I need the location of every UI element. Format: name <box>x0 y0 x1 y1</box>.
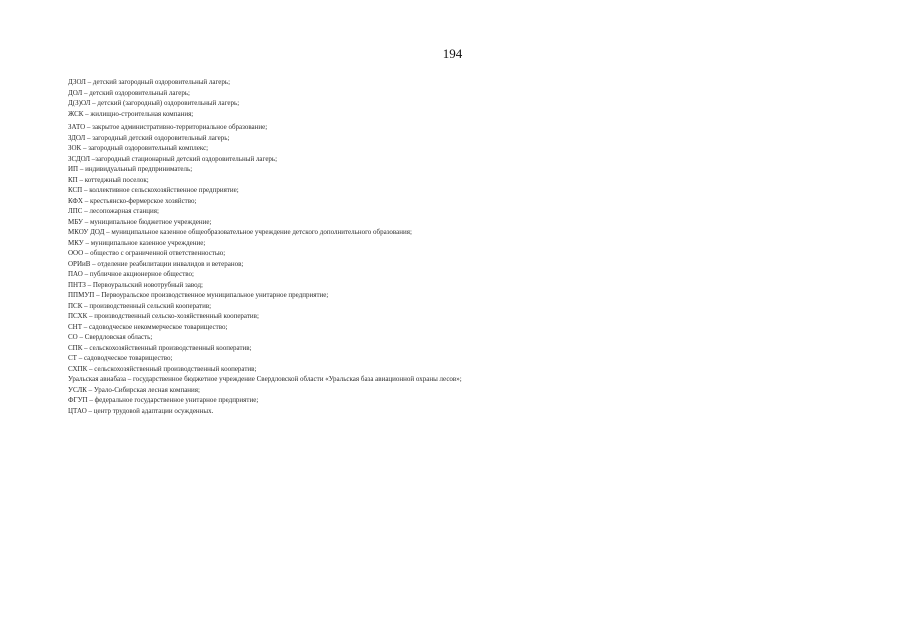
abbreviation-entry: ППМУП – Первоуральское производственное муниципальное унитарное предприятие; <box>68 291 329 299</box>
abbreviation-entry: СНТ – садоводческое некоммерческое товарищество; <box>68 322 228 331</box>
abbreviation-entry: ДОЛ – детский оздоровительный лагерь; <box>68 88 190 97</box>
abbreviation-entry: ДЗОЛ – детский загородный оздоровительный лагерь; <box>68 78 231 86</box>
abbreviation-entry: СТ – садоводческое товарищество; <box>68 354 173 362</box>
abbreviation-entry: Д(З)ОЛ – детский (загородный) оздоровительный лагерь; <box>68 99 240 107</box>
abbreviation-entry: МКУ – муниципальное казенное учреждение; <box>68 238 206 247</box>
abbreviation-entry: ПАО – публичное акционерное общество; <box>68 270 194 278</box>
abbreviation-entry: СО – Свердловская область; <box>68 333 153 341</box>
abbreviation-entry: УСЛК – Урало-Сибирская лесная компания; <box>68 385 200 394</box>
abbreviation-entry: ЛПС – лесопожарная станция; <box>68 207 159 215</box>
abbreviation-entry: Уральская авиабаза – государственное бюджетное учреждение Свердловской области «Уральская база авиационной охраны лесов»; <box>68 375 462 383</box>
abbreviation-entry: ЦТАО – центр трудовой адаптации осужденных. <box>68 406 214 415</box>
abbreviation-entry: ЖСК – жилищно-строительная компания; <box>68 109 194 118</box>
page-number: 194 <box>442 46 463 61</box>
abbreviation-entry: ФГУП – федеральное государственное унитарное предприятие; <box>68 396 259 404</box>
abbreviation-entry: ОРИиВ – отделение реабилитации инвалидов и ветеранов; <box>68 259 244 268</box>
abbreviation-entry: ЗАТО – закрытое административно-территориальное образование; <box>68 123 268 131</box>
abbreviation-entry: ЗДОЛ – загородный детский оздоровительный лагерь; <box>68 133 230 142</box>
abbreviation-entry: ПНТЗ – Первоуральский новотрубный завод; <box>68 280 203 289</box>
abbreviation-entry: МБУ – муниципальное бюджетное учреждение; <box>68 217 212 226</box>
abbreviation-list <box>68 77 868 416</box>
abbreviation-entry: ПСК – производственный сельский кооператив; <box>68 301 212 310</box>
abbreviation-entry: ЗОК – загородный оздоровительный комплекс; <box>68 144 209 152</box>
abbreviation-entry: МКОУ ДОД – муниципальное казенное общеобразовательное учреждение детского дополнительного образования; <box>68 228 412 236</box>
abbreviation-entry: СХПК – сельскохозяйственный производственный кооператив; <box>68 364 257 373</box>
abbreviation-entry: КСП – коллективное сельскохозяйственное предприятие; <box>68 186 239 194</box>
abbreviation-entry: ООО – общество с ограниченной ответственностью; <box>68 249 226 257</box>
abbreviation-entry: СПК – сельскохозяйственный производственный кооператив; <box>68 343 252 352</box>
abbreviation-entry: ПСХК – производственный сельско-хозяйственный кооператив; <box>68 312 259 320</box>
abbreviation-entry: ЗСДОЛ –загородный стационарный детский оздоровительный лагерь; <box>68 154 278 163</box>
abbreviation-entry: ИП – индивидуальный предприниматель; <box>68 165 193 173</box>
abbreviation-entry: КФХ – крестьянско-фермерское хозяйство; <box>68 196 197 205</box>
abbreviation-entry: КП – коттеджный поселок; <box>68 175 149 184</box>
